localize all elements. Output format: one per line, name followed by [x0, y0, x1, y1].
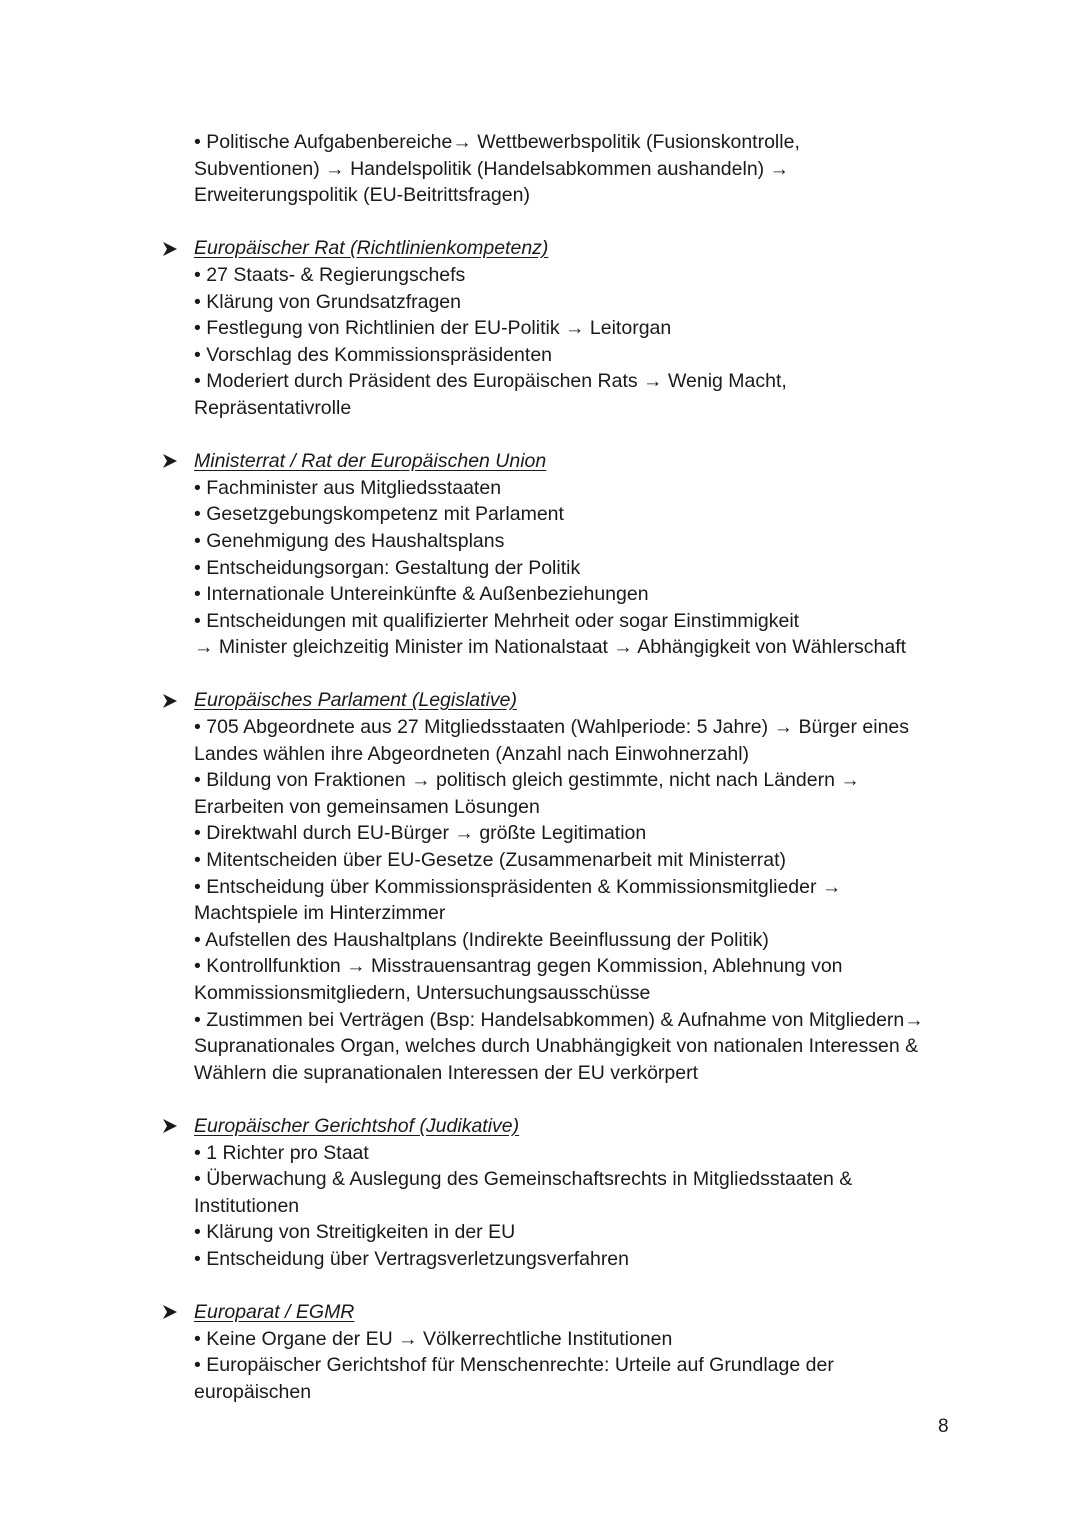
text-line: Machtspiele im Hinterzimmer	[194, 902, 446, 925]
section-europaeischer-gerichtshof	[194, 1113, 964, 1273]
text-line: Repräsentativrolle	[194, 396, 352, 419]
text-line: • Genehmigung des Haushaltsplans	[194, 529, 505, 552]
text-line: Supranationales Organ, welches durch Unabhängigkeit von nationalen Interessen &	[194, 1035, 919, 1058]
text-line: • Internationale Untereinkünfte & Außenbeziehungen	[194, 583, 649, 606]
text-line: • Festlegung von Richtlinien der EU-Politik → Leitorgan	[194, 317, 672, 340]
page-content	[194, 129, 964, 1406]
text-line: • Entscheidung über Vertragsverletzungsverfahren	[194, 1247, 629, 1270]
text-line: • Klärung von Grundsatzfragen	[194, 290, 461, 313]
text-line: Wählern die supranationalen Interessen der EU verkörpert	[194, 1061, 699, 1084]
section-heading: Europäischer Rat (Richtlinienkompetenz)	[194, 237, 549, 260]
text-line: • Entscheidungen mit qualifizierter Mehrheit oder sogar Einstimmigkeit	[194, 609, 800, 632]
page-number: 8	[938, 1416, 949, 1437]
text-line: • Kontrollfunktion → Misstrauensantrag gegen Kommission, Ablehnung von	[194, 955, 843, 978]
intro-block	[194, 129, 964, 209]
arrowhead-bullet-icon	[162, 687, 180, 714]
text-line: Subventionen) → Handelspolitik (Handelsabkommen aushandeln) →	[194, 157, 790, 180]
text-line: • Mitentscheiden über EU-Gesetze (Zusammenarbeit mit Ministerrat)	[194, 849, 787, 872]
text-line: • Zustimmen bei Verträgen (Bsp: Handelsabkommen) & Aufnahme von Mitgliedern→	[194, 1008, 924, 1031]
section-heading: Europäisches Parlament (Legislative)	[194, 689, 517, 712]
text-line: • Bildung von Fraktionen → politisch gleich gestimmte, nicht nach Ländern →	[194, 769, 860, 792]
section-ministerrat	[194, 448, 964, 661]
section-heading: Ministerrat / Rat der Europäischen Union	[194, 450, 547, 473]
text-line: Kommissionsmitgliedern, Untersuchungsausschüsse	[194, 982, 651, 1004]
text-line: • Fachminister aus Mitgliedsstaaten	[194, 476, 502, 499]
section-europaeischer-rat	[194, 235, 964, 421]
arrowhead-bullet-icon	[162, 235, 180, 262]
text-line: • 27 Staats- & Regierungschefs	[194, 263, 466, 286]
text-line: • Überwachung & Auslegung des Gemeinschaftsrechts in Mitgliedsstaaten &	[194, 1168, 853, 1191]
text-line: • Entscheidungsorgan: Gestaltung der Politik	[194, 556, 581, 579]
section-europaeisches-parlament	[194, 687, 964, 1086]
section-europarat-egmr	[194, 1299, 964, 1405]
text-line: • Vorschlag des Kommissionspräsidenten	[194, 343, 553, 366]
text-line: Landes wählen ihre Abgeordneten (Anzahl nach Einwohnerzahl)	[194, 742, 750, 765]
text-line: • Politische Aufgabenbereiche→ Wettbewerbspolitik (Fusionskontrolle,	[194, 131, 800, 153]
arrowhead-bullet-icon	[162, 1299, 180, 1326]
text-line: • 705 Abgeordnete aus 27 Mitgliedsstaaten (Wahlperiode: 5 Jahre) → Bürger eines	[194, 716, 910, 739]
text-line: Erarbeiten von gemeinsamen Lösungen	[194, 795, 540, 818]
text-line: europäischen	[194, 1380, 312, 1403]
arrowhead-bullet-icon	[162, 448, 180, 475]
text-line: • Aufstellen des Haushaltplans (Indirekte Beeinflussung der Politik)	[194, 928, 769, 951]
text-line: • Entscheidung über Kommissionspräsidenten & Kommissionsmitglieder →	[194, 875, 842, 898]
arrowhead-bullet-icon	[162, 1113, 180, 1140]
text-line: Erweiterungspolitik (EU-Beitrittsfragen)	[194, 184, 530, 207]
text-line: • Klärung von Streitigkeiten in der EU	[194, 1221, 516, 1244]
text-line: • Direktwahl durch EU-Bürger → größte Legitimation	[194, 822, 647, 845]
text-line: • Gesetzgebungskompetenz mit Parlament	[194, 503, 564, 526]
text-line: • Europäischer Gerichtshof für Menschenrechte: Urteile auf Grundlage der	[194, 1354, 834, 1377]
text-line: • 1 Richter pro Staat	[194, 1141, 369, 1164]
text-line: • Moderiert durch Präsident des Europäischen Rats → Wenig Macht,	[194, 370, 787, 393]
section-heading: Europäischer Gerichtshof (Judikative)	[194, 1114, 520, 1137]
text-line: → Minister gleichzeitig Minister im Nationalstaat → Abhängigkeit von Wählerschaft	[194, 636, 907, 659]
text-line: • Keine Organe der EU → Völkerrechtliche Institutionen	[194, 1327, 673, 1350]
section-heading: Europarat / EGMR	[194, 1301, 355, 1324]
text-line: Institutionen	[194, 1194, 300, 1217]
